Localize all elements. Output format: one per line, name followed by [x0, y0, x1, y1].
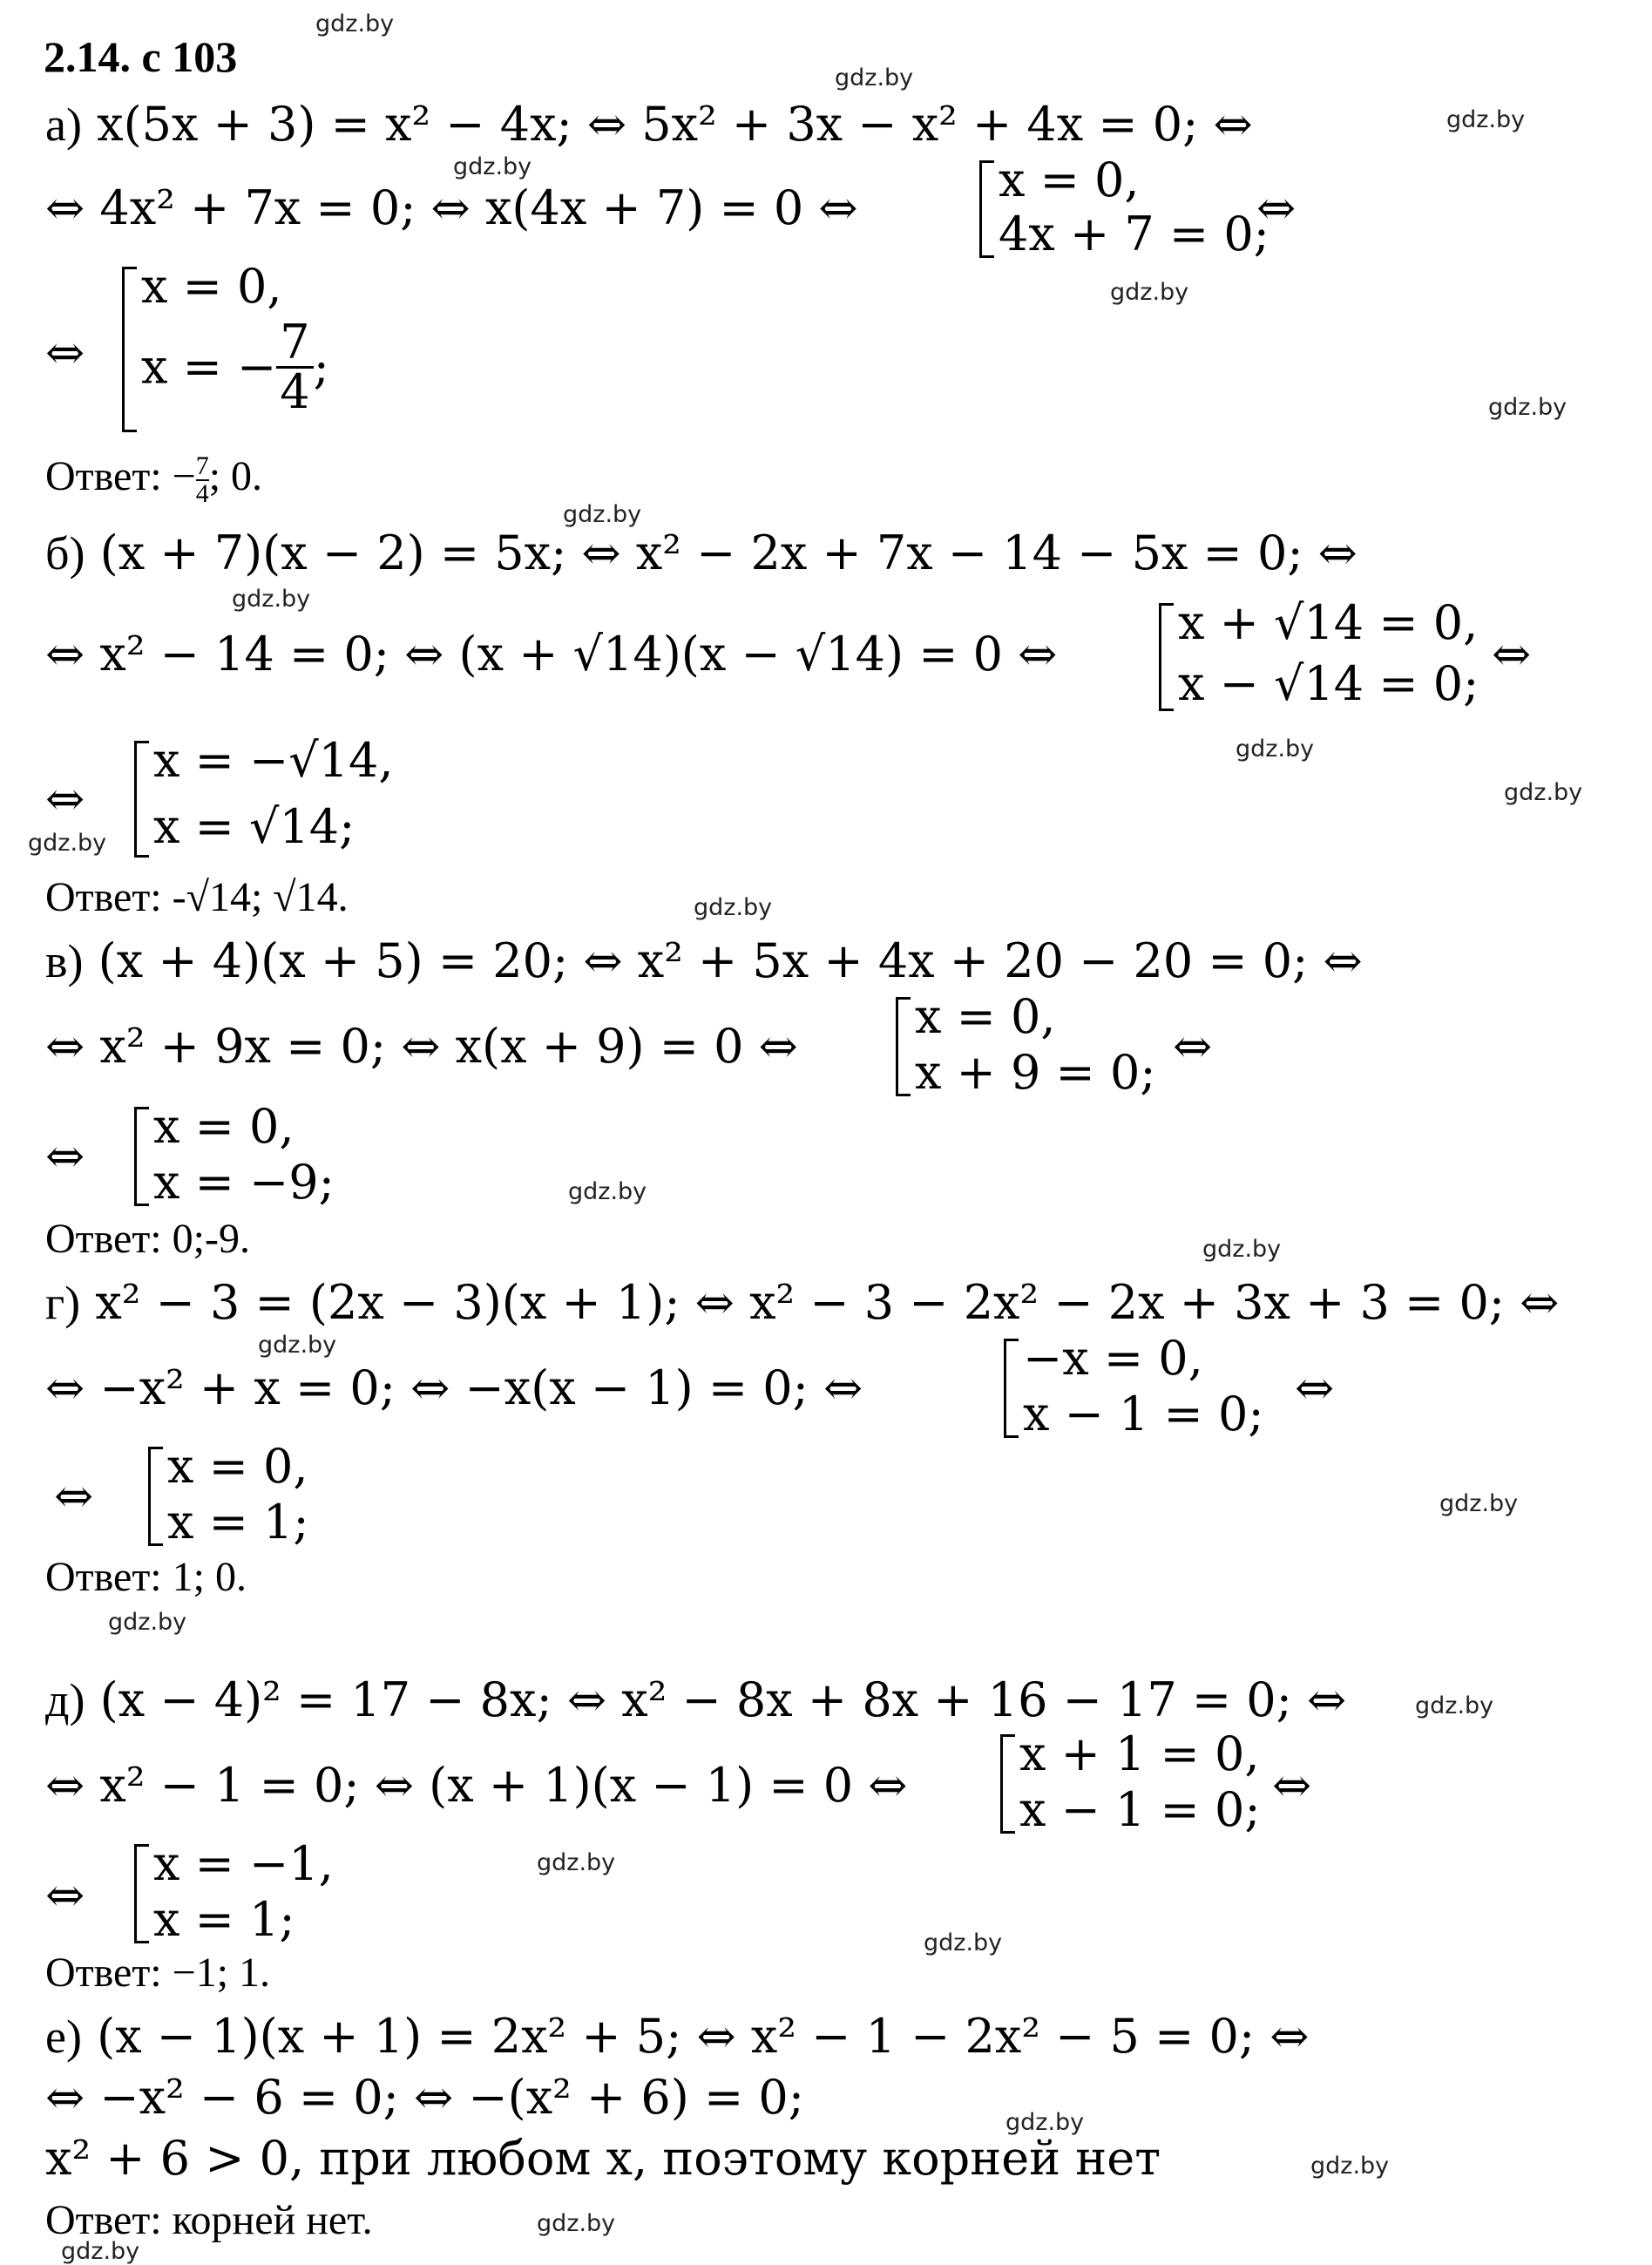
part-a-equation-2: ⇔ 4x² + 7x = 0; ⇔ x(4x + 7) = 0 ⇔	[45, 180, 858, 235]
watermark: gdz.by	[1488, 394, 1567, 421]
part-v-answer: Ответ: 0;-9.	[45, 1216, 250, 1262]
part-v-equation-1: в) (x + 4)(x + 5) = 20; ⇔ x² + 5x + 4x + 20 − 20 = 0; ⇔	[45, 933, 1363, 988]
watermark: gdz.by	[924, 1929, 1003, 1956]
part-g-equation-1: г) x² − 3 = (2x − 3)(x + 1); ⇔ x² − 3 − 2x² − 2x + 3x + 3 = 0; ⇔	[45, 1275, 1560, 1330]
watermark: gdz.by	[694, 894, 773, 921]
part-d-arrow: ⇔	[1272, 1758, 1312, 1813]
watermark: gdz.by	[1446, 106, 1526, 133]
part-g-equation-2: ⇔ −x² + x = 0; ⇔ −x(x − 1) = 0; ⇔	[45, 1360, 863, 1415]
watermark: gdz.by	[1439, 1490, 1519, 1517]
exercise-title: 2.14. с 103	[44, 32, 238, 81]
watermark: gdz.by	[258, 1332, 337, 1359]
watermark: gdz.by	[61, 2238, 140, 2265]
part-g-arrow: ⇔	[1295, 1360, 1335, 1415]
part-e-equation-2: ⇔ −x² − 6 = 0; ⇔ −(x² + 6) = 0;	[45, 2070, 804, 2125]
part-v-arrow: ⇔	[1173, 1019, 1213, 1074]
part-b-arrow-2: ⇔	[45, 771, 85, 826]
part-v-equation-2: ⇔ x² + 9x = 0; ⇔ x(x + 9) = 0 ⇔	[45, 1019, 798, 1074]
part-b-label: б)	[45, 527, 85, 580]
part-a-arrow-2: ⇔	[45, 325, 85, 380]
solution-page: 2.14. с 103 gdz.by gdz.by gdz.by gdz.by gdz.by gdz.by gdz.by gdz.by gdz.by gdz.by gdz.by gdz.by gdz.by gdz.by gdz.by gdz.by gdz.by gdz.by gdz.by gdz.by gdz.by gdz.by gdz.by gdz.by а) x(5x + 3) = x² − 4x; ⇔ 5x² + 3x − x² + 4x = 0; ⇔ ⇔ 4x² + 7x = 0; ⇔ x(4x + 7) = 0 ⇔ x = 0, 4x + 7 = 0; ⇔ ⇔ x = 0, x = − $\frac{7}{4}$ ; Ответ: − $\frac{7}{4}$ ; 0. б) (x + 7)(x − 2) = 5x; ⇔ x² − 2x + 7x − 14 − 5x = 0; ⇔ ⇔ x² − 14 = 0; ⇔ (x + √14)(x − √14) = 0 ⇔ x + √14 = 0, x − √14 = 0; ⇔ ⇔ x = −√14, x = √14; Ответ: -√14; √14. в) (x + 4)(x + 5) = 20; ⇔ x² + 5x + 4x + 20 − 20 = 0; ⇔ ⇔ x² + 9x = 0; ⇔ x(x + 9) = 0 ⇔ x = 0, x + 9 = 0; ⇔ ⇔ x = 0, x = −9; Ответ: 0;-9. г) x² − 3 = (2x − 3)(x + 1); ⇔ x² − 3 − 2x² − 2x + 3x + 3 = 0; ⇔ ⇔ −x² + x = 0; ⇔ −x(x − 1) = 0; ⇔ −x = 0, x − 1 = 0; ⇔ ⇔ x = 0, x = 1; Ответ: 1; 0. д) (x − 4)² = 17 − 8x; ⇔ x² − 8x + 8x + 16 − 17 = 0; ⇔ ⇔ x² − 1 = 0; ⇔ (x + 1)(x − 1) = 0 ⇔ x + 1 = 0, x − 1 = 0; ⇔ ⇔ x = −1, x = 1; Ответ: −1; 1. е) (x − 1)(x + 1) = 2x² + 5; ⇔ x² − 1 − 2x² − 5 = 0; ⇔ ⇔ −x² − 6 = 0; ⇔ −(x² + 6) = 0; x² + 6 > 0, при любом x, поэтому корней нет Ответ: корней нет.	[28, 10, 1583, 2265]
watermark: gdz.by	[28, 830, 107, 857]
answer-fraction: $\frac{7}{4}$	[195, 451, 209, 508]
watermark: gdz.by	[1110, 279, 1189, 306]
watermark: gdz.by	[835, 64, 914, 92]
watermark: gdz.by	[453, 153, 532, 180]
part-a-arrow: ⇔	[1256, 180, 1297, 235]
part-g-label: г)	[45, 1277, 81, 1329]
part-e-answer: Ответ: корней нет.	[45, 2197, 373, 2243]
watermark: gdz.by	[1415, 1692, 1494, 1719]
part-b-equation-2: ⇔ x² − 14 = 0; ⇔ (x + √14)(x − √14) = 0 ⇔	[45, 627, 1058, 682]
watermark: gdz.by	[1005, 2109, 1085, 2136]
watermark: gdz.by	[537, 2210, 616, 2237]
watermark: gdz.by	[232, 586, 311, 613]
part-d-equation-1: д) (x − 4)² = 17 − 8x; ⇔ x² − 8x + 8x + 16 − 17 = 0; ⇔	[45, 1672, 1347, 1727]
part-b-arrow: ⇔	[1492, 627, 1532, 682]
watermark: gdz.by	[315, 10, 395, 37]
part-d-arrow-2: ⇔	[45, 1868, 85, 1923]
watermark: gdz.by	[568, 1178, 647, 1205]
part-d-answer: Ответ: −1; 1.	[45, 1950, 271, 1996]
watermark: gdz.by	[537, 1849, 616, 1876]
part-b-answer: Ответ: -√14; √14.	[45, 874, 349, 920]
part-a-label: а)	[45, 98, 82, 151]
part-e-label: е)	[45, 2011, 82, 2063]
part-d-label: д)	[45, 1674, 85, 1726]
part-e-equation-3: x² + 6 > 0, при любом x, поэтому корней нет	[45, 2131, 1161, 2186]
part-v-arrow-2: ⇔	[45, 1129, 85, 1183]
watermark: gdz.by	[1504, 779, 1583, 806]
part-a-answer: Ответ: − $\frac{7}{4}$ ; 0.	[45, 451, 263, 508]
watermark: gdz.by	[1310, 2153, 1390, 2180]
watermark: gdz.by	[1236, 736, 1315, 763]
part-g-answer: Ответ: 1; 0.	[45, 1554, 247, 1600]
part-b-equation-1: б) (x + 7)(x − 2) = 5x; ⇔ x² − 2x + 7x − 14 − 5x = 0; ⇔	[45, 526, 1357, 580]
watermark: gdz.by	[1202, 1236, 1282, 1263]
fraction-7-4: $\frac{7}{4}$	[276, 319, 313, 416]
watermark: gdz.by	[108, 1609, 187, 1636]
part-g-arrow-2: ⇔	[54, 1468, 94, 1523]
part-v-label: в)	[45, 935, 84, 987]
part-e-equation-1: е) (x − 1)(x + 1) = 2x² + 5; ⇔ x² − 1 − 2x² − 5 = 0; ⇔	[45, 2009, 1310, 2064]
part-a-equation-1: а) x(5x + 3) = x² − 4x; ⇔ 5x² + 3x − x² + 4x = 0; ⇔	[45, 97, 1253, 152]
part-d-equation-2: ⇔ x² − 1 = 0; ⇔ (x + 1)(x − 1) = 0 ⇔	[45, 1758, 908, 1813]
watermark: gdz.by	[563, 501, 642, 528]
